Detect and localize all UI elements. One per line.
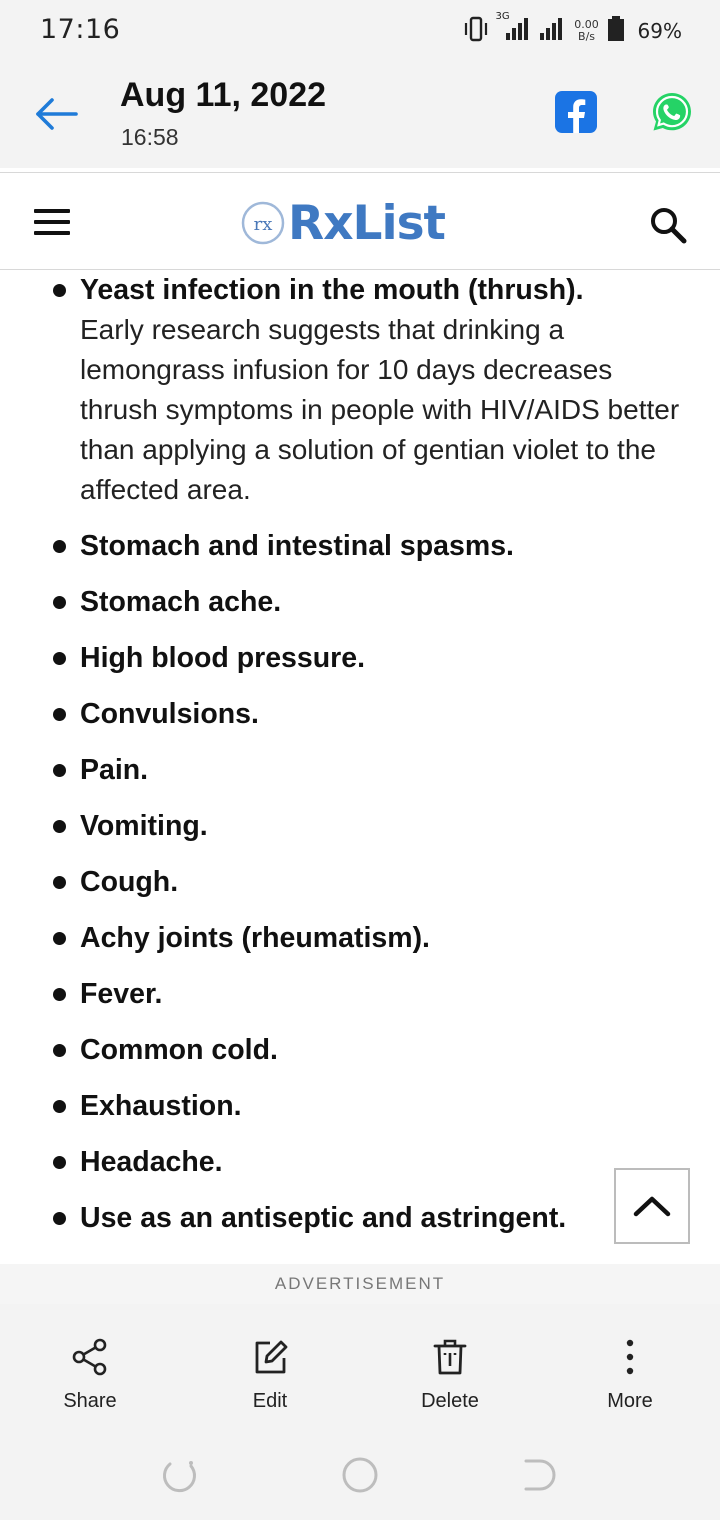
- viewer-header: [0, 62, 720, 168]
- back-button[interactable]: [30, 88, 82, 140]
- list-item: [0, 526, 720, 566]
- bullet: [53, 1044, 66, 1057]
- facebook-icon: [555, 91, 597, 133]
- status-bar: [0, 0, 720, 62]
- bullet: [53, 708, 66, 721]
- bullet: [53, 540, 66, 553]
- image-time: 16:58: [121, 124, 179, 150]
- advertisement-bar: [0, 1264, 720, 1304]
- image-date: Aug 11, 2022: [120, 76, 327, 114]
- web-page[interactable]: [0, 168, 720, 1264]
- bullet: [53, 764, 66, 777]
- bullet: [53, 652, 66, 665]
- hamburger-menu-icon[interactable]: [34, 209, 70, 237]
- chevron-up-icon: [616, 1170, 688, 1242]
- battery-icon: [606, 15, 626, 47]
- logo-mark-text: rx: [253, 214, 273, 235]
- list-item-title: Exhaustion.: [80, 1090, 242, 1122]
- back-nav-button[interactable]: [518, 1454, 560, 1496]
- more-label: More: [607, 1390, 653, 1412]
- search-button[interactable]: [648, 205, 688, 245]
- advertisement-label: ADVERTISEMENT: [274, 1274, 446, 1293]
- home-button[interactable]: [339, 1454, 381, 1496]
- share-icon: [70, 1337, 110, 1377]
- list-item-title: Stomach and intestinal spasms.: [80, 530, 514, 562]
- more-vert-icon: [610, 1337, 650, 1377]
- list-item: [0, 270, 720, 510]
- system-nav-bar: [0, 1430, 720, 1520]
- list-item: [0, 1030, 720, 1070]
- delete-label: Delete: [421, 1390, 479, 1412]
- home-circle-icon: [339, 1454, 381, 1496]
- net-speed: [574, 19, 600, 43]
- facebook-share-button[interactable]: [555, 91, 597, 133]
- site-header: [0, 172, 720, 270]
- list-item: [0, 750, 720, 790]
- list-item-title: Vomiting.: [80, 810, 208, 842]
- network-type: 3G: [495, 11, 510, 22]
- rx-logo-icon: [240, 200, 286, 246]
- bullet: [53, 988, 66, 1001]
- trash-icon: [430, 1337, 470, 1377]
- signal-icon: [495, 11, 532, 46]
- bullet: [53, 876, 66, 889]
- bullet: [53, 1156, 66, 1169]
- search-icon: [648, 205, 688, 245]
- list-item: [0, 1198, 720, 1238]
- edit-button[interactable]: [180, 1304, 360, 1430]
- list-item-title: High blood pressure.: [80, 642, 366, 674]
- arrow-left-icon: [30, 88, 82, 140]
- bullet: [53, 596, 66, 609]
- list-item: [0, 582, 720, 622]
- share-label: Share: [63, 1390, 117, 1412]
- recents-icon: [158, 1454, 200, 1496]
- more-button[interactable]: [540, 1304, 720, 1430]
- list-item-title: Convulsions.: [80, 698, 259, 730]
- list-item: [0, 974, 720, 1014]
- site-logo[interactable]: [240, 195, 445, 251]
- share-button[interactable]: [0, 1304, 180, 1430]
- net-speed-value: 0.00: [574, 18, 599, 31]
- list-item-title: Headache.: [80, 1146, 223, 1178]
- whatsapp-icon: [650, 90, 694, 134]
- list-item-description: Early research suggests that drinking a lemongrass infusion for 10 days decreases thrush symptoms in people with HIV/AIDS better than applying a solution of gentian violet to the affected area.: [80, 314, 680, 505]
- back-nav-icon: [518, 1454, 560, 1496]
- list-item-title: Use as an antiseptic and astringent.: [80, 1202, 567, 1234]
- list-item: [0, 806, 720, 846]
- list-item-title: Fever.: [80, 978, 163, 1010]
- delete-button[interactable]: [360, 1304, 540, 1430]
- list-item: [0, 694, 720, 734]
- article-content[interactable]: [0, 270, 720, 1264]
- net-speed-unit: B/s: [578, 30, 596, 43]
- status-time: 17:16: [40, 14, 121, 45]
- bullet: [53, 284, 66, 297]
- list-item-title: Pain.: [80, 754, 149, 786]
- bottom-action-bar: [0, 1304, 720, 1430]
- edit-label: Edit: [252, 1390, 288, 1412]
- list-item-title: Yeast infection in the mouth (thrush).: [80, 274, 584, 306]
- scroll-to-top-button[interactable]: [614, 1168, 690, 1244]
- list-item: [0, 638, 720, 678]
- bullet: [53, 932, 66, 945]
- list-item: [0, 1142, 720, 1182]
- list-item-title: Stomach ache.: [80, 586, 282, 618]
- bullet: [53, 820, 66, 833]
- list-item: [0, 1086, 720, 1126]
- list-item: [0, 918, 720, 958]
- uses-list: [0, 270, 720, 1254]
- list-item-title: Achy joints (rheumatism).: [80, 922, 430, 954]
- edit-icon: [250, 1337, 290, 1377]
- vibrate-icon: [462, 16, 490, 46]
- logo-text: RxList: [288, 195, 446, 251]
- bullet: [53, 1212, 66, 1225]
- status-icons: [462, 11, 682, 48]
- list-item: [0, 862, 720, 902]
- battery-percent: 69%: [637, 19, 682, 43]
- whatsapp-share-button[interactable]: [650, 90, 694, 134]
- list-item-title: Common cold.: [80, 1034, 278, 1066]
- recents-button[interactable]: [158, 1454, 200, 1496]
- bullet: [53, 1100, 66, 1113]
- list-item-title: Cough.: [80, 866, 179, 898]
- signal-icon: [538, 16, 568, 46]
